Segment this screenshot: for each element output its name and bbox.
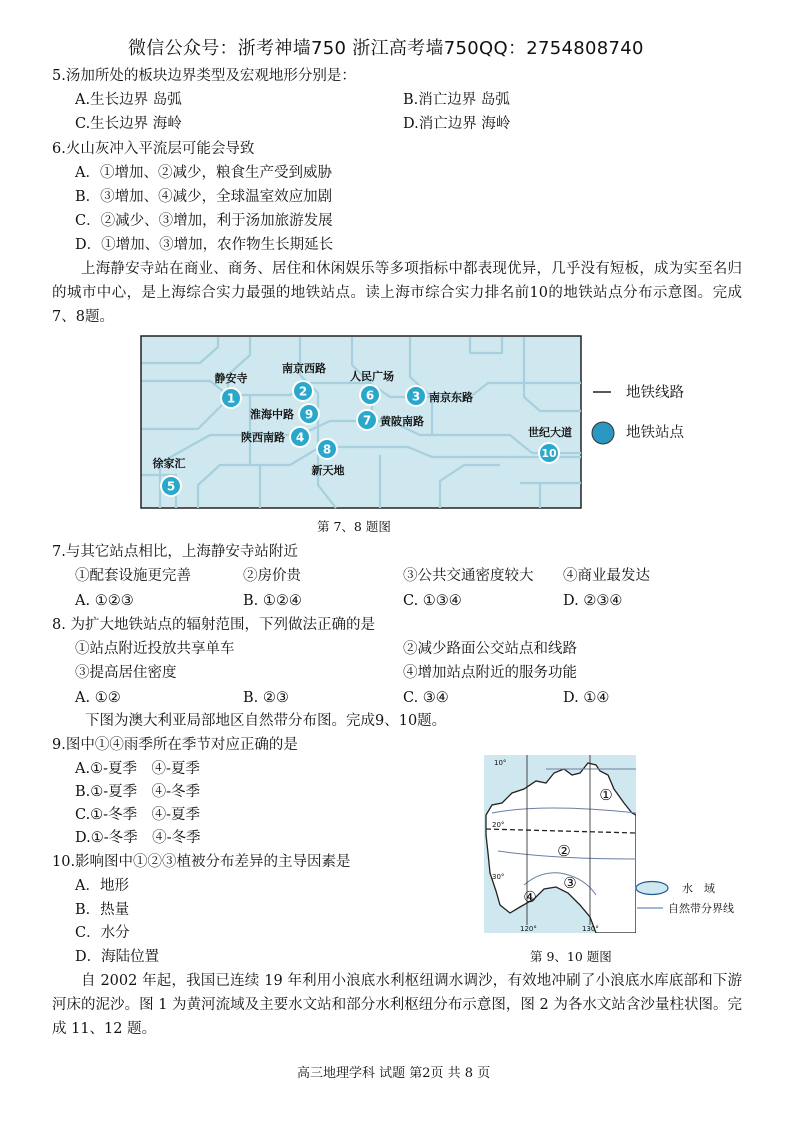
q8-item-2: ②减少路面公交站点和线路 — [403, 641, 577, 657]
q8-item-1: ①站点附近投放共享单车 — [75, 641, 235, 657]
q7-stem: 7.与其它站点相比，上海静安寺站附近 — [52, 544, 298, 560]
q8-item-3: ③提高居住密度 — [75, 665, 177, 681]
q7-item-3: ③公共交通密度较大 — [403, 568, 534, 584]
q7-option-c: C. ①③④ — [403, 593, 462, 609]
legend-boundary: 自然带分界线 — [668, 902, 734, 915]
q8-item-4: ④增加站点附近的服务功能 — [403, 665, 577, 681]
q9-stem: 9.图中①④雨季所在季节对应正确的是 — [52, 737, 298, 753]
station-number-4: 4 — [295, 430, 305, 445]
lon-120-label: 120° — [520, 925, 537, 933]
q10-stem: 10.影响图中①②③植被分布差异的主导因素是 — [52, 854, 351, 870]
legend-water-swatch — [634, 879, 670, 897]
station-name-8: 新天地 — [311, 464, 345, 477]
station-name-7: 黄陂南路 — [380, 415, 424, 428]
zone-2-label: ② — [557, 842, 571, 860]
q10-option-c: C．水分 — [75, 925, 130, 941]
q6-option-d: D．①增加、③增加，农作物生长期延长 — [75, 237, 334, 253]
q7-option-d: D. ②③④ — [563, 593, 623, 609]
station-name-10: 世纪大道 — [528, 426, 572, 439]
q10-option-a: A．地形 — [75, 878, 129, 894]
station-number-6: 6 — [365, 388, 375, 403]
station-number-10: 10 — [541, 447, 557, 460]
station-number-1: 1 — [226, 391, 236, 406]
legend-metro-line: 地铁线路 — [626, 385, 684, 401]
q10-option-b: B．热量 — [75, 902, 130, 918]
australia-map — [484, 755, 636, 933]
legend-metro-station: 地铁站点 — [626, 425, 684, 441]
q8-option-a: A. ①② — [75, 690, 121, 706]
lat-30-label: 30° — [492, 873, 505, 881]
station-number-7: 7 — [362, 413, 372, 428]
q6-stem: 6.火山灰冲入平流层可能会导致 — [52, 141, 255, 157]
intro-q9-10: 下图为澳大利亚局部地区自然带分布图。完成9、10题。 — [85, 713, 447, 729]
station-name-4: 陕西南路 — [241, 431, 285, 444]
station-number-2: 2 — [298, 384, 308, 399]
station-number-3: 3 — [411, 389, 421, 404]
q9-option-c: C.①-冬季 ④-夏季 — [75, 807, 200, 823]
station-name-1: 静安寺 — [214, 372, 248, 385]
intro-q11-12: 自 2002 年起，我国已连续 19 年利用小浪底水利枢纽调水调沙，有效地冲刷了小浪底水库底部和下游河床的泥沙。图 1 为黄河流域及主要水文站和部分水利枢纽分布示意图，图 2 为各水文站含沙量柱状图。完成 11、12 题。 — [52, 973, 742, 1037]
station-number-8: 8 — [322, 442, 332, 457]
legend-water: 水 域 — [682, 882, 715, 895]
legend-boundary-swatch — [636, 902, 664, 914]
q5-option-b: B.消亡边界 岛弧 — [403, 92, 510, 108]
metro-map — [140, 335, 582, 509]
legend-line-swatch — [592, 384, 612, 404]
lon-130-label: 130° — [582, 925, 599, 933]
zone-4-label: ④ — [523, 888, 537, 906]
q6-option-c: C．②减少、③增加，利于汤加旅游发展 — [75, 213, 333, 229]
q9-option-b: B.①-夏季 ④-冬季 — [75, 784, 201, 800]
lat-10-label: 10° — [494, 759, 507, 767]
legend-station-swatch — [590, 420, 616, 446]
station-name-9: 淮海中路 — [250, 408, 294, 421]
zone-3-label: ③ — [563, 874, 577, 892]
zone-1-label: ① — [599, 786, 613, 804]
q7-option-a: A. ①②③ — [75, 593, 134, 609]
intro-q7-8: 上海静安寺站在商业、商务、居住和休闲娱乐等多项指标中都表现优异，几乎没有短板，成为实至名归的城市中心，是上海综合实力最强的地铁站点。读上海市综合实力排名前10的地铁站点分布示意图。完成7、8题。 — [52, 261, 742, 325]
page-footer: 高三地理学科 试题 第2页 共 8 页 — [297, 1066, 491, 1081]
station-name-5: 徐家汇 — [152, 457, 186, 470]
q8-option-d: D. ①④ — [563, 690, 610, 706]
q8-option-c: C. ③④ — [403, 690, 449, 706]
page-header: 微信公众号：浙考神墙750 浙江高考墙750QQ：2754808740 — [128, 38, 644, 59]
q7-item-4: ④商业最发达 — [563, 568, 650, 584]
station-name-3: 南京东路 — [429, 391, 473, 404]
q9-option-d: D.①-冬季 ④-冬季 — [75, 830, 201, 846]
q8-option-b: B. ②③ — [243, 690, 289, 706]
lat-20-label: 20° — [492, 821, 505, 829]
q5-option-d: D.消亡边界 海岭 — [403, 116, 511, 132]
q5-stem: 5.汤加所处的板块边界类型及宏观地形分别是： — [52, 68, 356, 84]
q6-option-b: B．③增加、④减少，全球温室效应加剧 — [75, 189, 333, 205]
station-name-6: 人民广场 — [350, 370, 394, 383]
map2-caption: 第 9、10 题图 — [530, 949, 612, 964]
q10-option-d: D．海陆位置 — [75, 949, 160, 965]
q7-item-2: ②房价贵 — [243, 568, 301, 584]
q7-option-b: B. ①②④ — [243, 593, 302, 609]
q5-option-a: A.生长边界 岛弧 — [75, 92, 182, 108]
q5-option-c: C.生长边界 海岭 — [75, 116, 182, 132]
station-name-2: 南京西路 — [282, 362, 326, 375]
q7-item-1: ①配套设施更完善 — [75, 568, 191, 584]
q8-stem: 8. 为扩大地铁站点的辐射范围，下列做法正确的是 — [52, 617, 375, 633]
station-number-9: 9 — [304, 407, 314, 422]
q9-option-a: A.①-夏季 ④-夏季 — [75, 761, 200, 777]
station-number-5: 5 — [166, 479, 176, 494]
map1-caption: 第 7、8 题图 — [317, 519, 391, 534]
q6-option-a: A．①增加、②减少，粮食生产受到威胁 — [75, 165, 332, 181]
